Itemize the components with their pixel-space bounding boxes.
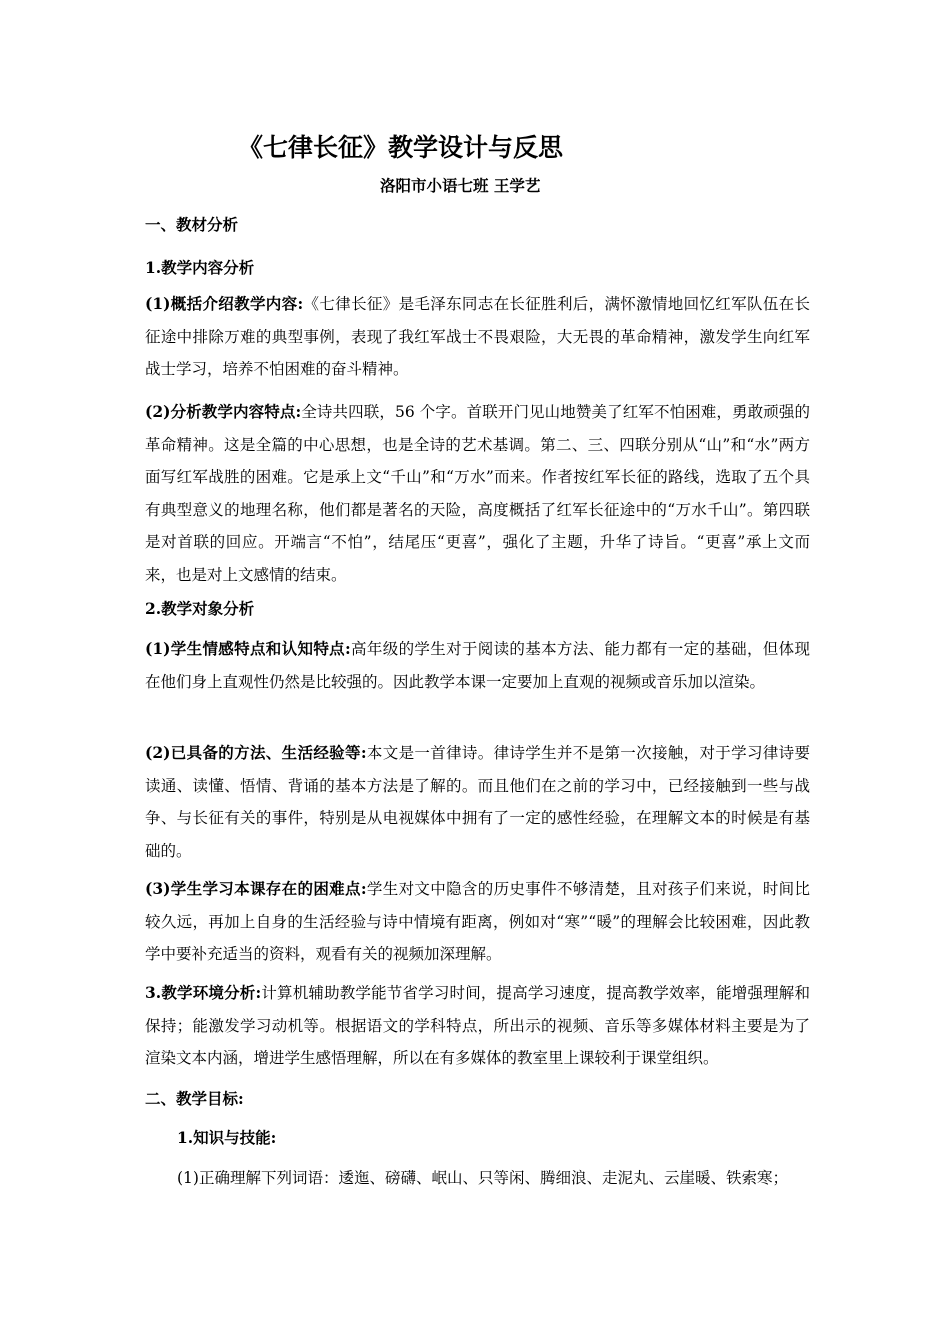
paragraph-text: 高年级的学生对于阅读的基本方法、能力都有一定的基础，但体现在他们身上直观性仍然是比较强的。因此教学本课一定要加上直观的视频或音乐加以渲染。 — [145, 640, 810, 691]
paragraph-content-features — [145, 396, 810, 591]
paragraph-label: (2)分析教学内容特点: — [145, 402, 302, 421]
paragraph-label: 3.教学环境分析: — [145, 983, 262, 1002]
document-title: 《七律长征》教学设计与反思 — [238, 133, 564, 162]
paragraph-text: 《七律长征》是毛泽东同志在长征胜利后，满怀激情地回忆红军队伍在长征途中排除万难的典型事例，表现了我红军战士不畏艰险，大无畏的革命精神，激发学生向红军战士学习，培养不怕困难的奋斗精神。 — [145, 295, 810, 378]
list-item: (1)正确理解下列词语：逶迤、磅礴、岷山、只等闲、腾细浪、走泥丸、云崖暖、铁索寒； — [177, 1169, 788, 1187]
subheading-knowledge-skills: 1.知识与技能: — [177, 1128, 277, 1147]
paragraph-prior-experience — [145, 737, 810, 867]
paragraph-text: 计算机辅助教学能节省学习时间，提高学习速度，提高教学效率，能增强理解和保持；能激发学习动机等。根据语文的学科特点，所出示的视频、音乐等多媒体材料主要是为了渲染文本内涵，增进学生感悟理解，所以在有多媒体的教室里上课较利于课堂组织。 — [145, 984, 810, 1067]
subheading-student-analysis: 2.教学对象分析 — [145, 599, 255, 618]
paragraph-text: 全诗共四联，56 个字。首联开门见山地赞美了红军不怕困难，勇敢顽强的革命精神。这是全篇的中心思想，也是全诗的艺术基调。第二、三、四联分别从“山”和“水”两方面写红军战胜的困难。它是承上文“千山”和“万水”而来。作者按红军长征的路线，选取了五个具有典型意义的地理名称，他们都是著名的天险，高度概括了红军长征途中的“万水千山”。第四联是对首联的回应。开端言“不怕”，结尾压“更喜”，强化了主题，升华了诗旨。“更喜”承上文而来，也是对上文感情的结束。 — [145, 403, 810, 584]
section-heading-teaching-goals: 二、教学目标: — [145, 1089, 244, 1108]
paragraph-text: 学生对文中隐含的历史事件不够清楚，且对孩子们来说，时间比较久远，再加上自身的生活经验与诗中情境有距离，例如对“寒”“暖”的理解会比较困难，因此教学中要补充适当的资料，观看有关的视频加深理解。 — [145, 880, 810, 963]
section-heading-textbook-analysis: 一、教材分析 — [145, 215, 239, 234]
paragraph-student-traits — [145, 633, 810, 698]
document-author: 洛阳市小语七班 王学艺 — [380, 176, 541, 195]
paragraph-label: (3)学生学习本课存在的困难点: — [145, 879, 367, 898]
subheading-content-analysis: 1.教学内容分析 — [145, 258, 255, 277]
paragraph-label: (1)学生情感特点和认知特点: — [145, 639, 351, 658]
paragraph-label: (2)已具备的方法、生活经验等: — [145, 743, 367, 762]
paragraph-content-summary — [145, 288, 810, 386]
paragraph-label: (1)概括介绍教学内容: — [145, 294, 304, 313]
paragraph-text: 本文是一首律诗。律诗学生并不是第一次接触，对于学习律诗要读通、读懂、悟情、背诵的基本方法是了解的。而且他们在之前的学习中，已经接触到一些与战争、与长征有关的事件，特别是从电视媒体中拥有了一定的感性经验，在理解文本的时候是有基础的。 — [145, 744, 810, 860]
paragraph-learning-difficulties — [145, 873, 810, 971]
paragraph-environment-analysis — [145, 977, 810, 1075]
